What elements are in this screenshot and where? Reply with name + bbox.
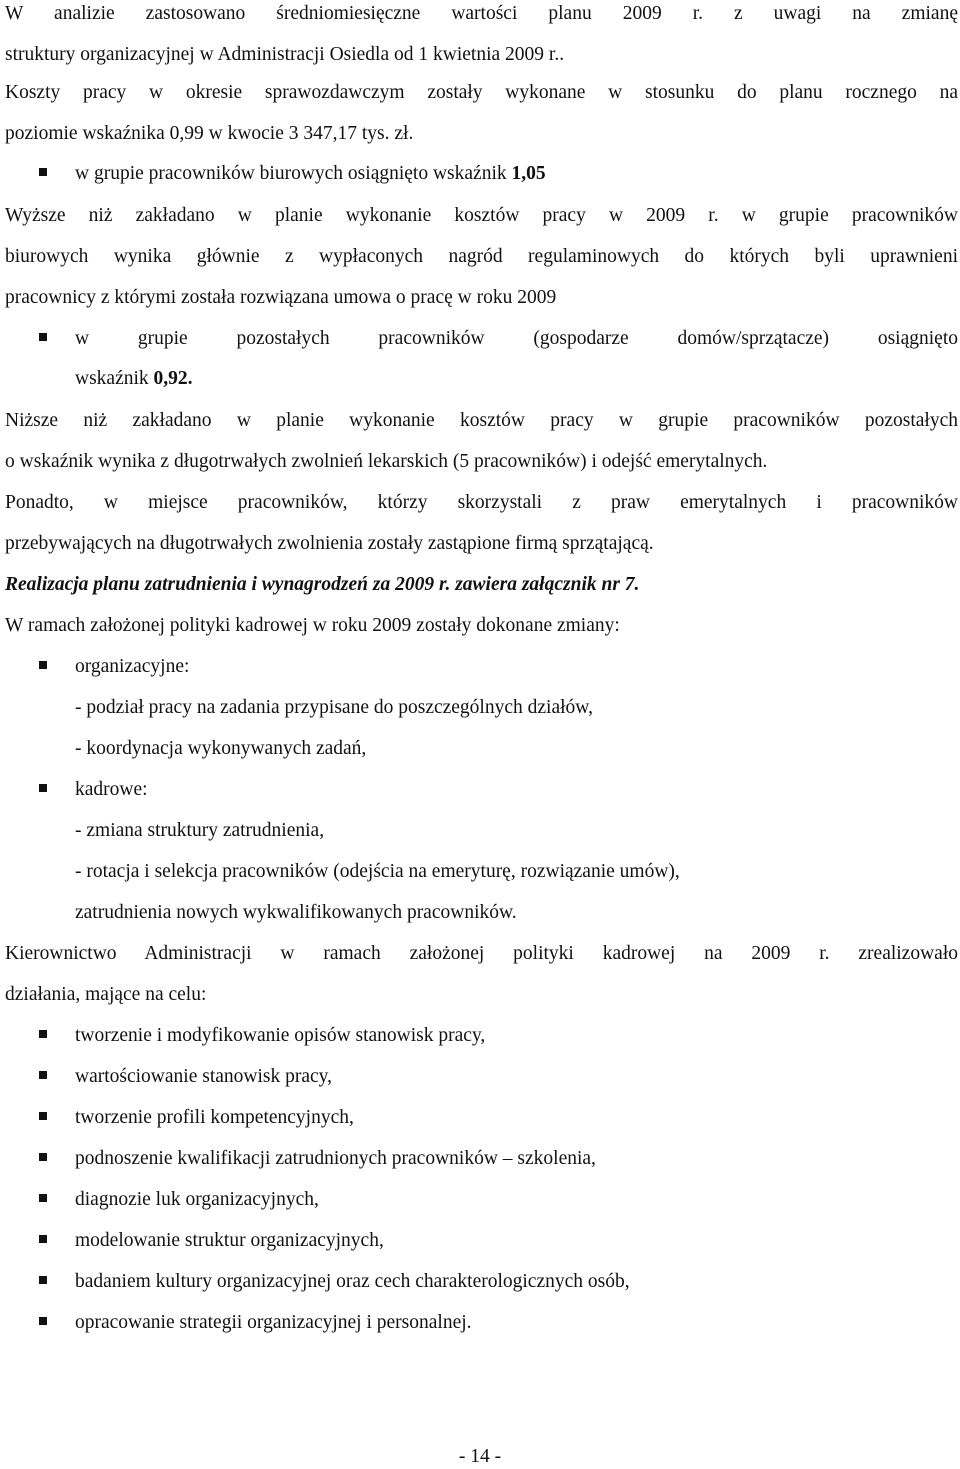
bullet-icon <box>39 1030 47 1038</box>
paragraph-line: biurowych wynika głównie z wypłaconych nagród regulaminowych do których byli uprawnieni <box>5 246 958 267</box>
goal-item: badaniem kultury organizacyjnej oraz cech charakterologicznych osób, <box>75 1271 630 1292</box>
sub-item: - rotacja i selekcja pracowników (odejścia na emeryturę, rozwiązanie umów), <box>75 861 680 882</box>
bullet-icon <box>39 784 47 792</box>
bullet-text: w grupie pracowników biurowych osiągnięto wskaźnik <box>75 163 512 184</box>
indicator-value: 0,92. <box>153 368 193 389</box>
bullet-icon <box>39 1112 47 1120</box>
bullet-item: w grupie pozostałych pracowników (gospodarze domów/sprzątacze) osiągnięto <box>75 328 958 349</box>
paragraph-line: pracownicy z którymi została rozwiązana umowa o pracę w roku 2009 <box>5 287 557 308</box>
paragraph-line: przebywających na długotrwałych zwolnienia zostały zastąpione firmą sprzątającą. <box>5 533 654 554</box>
bullet-icon <box>39 1317 47 1325</box>
bullet-icon <box>39 1276 47 1284</box>
paragraph-line: poziomie wskaźnika 0,99 w kwocie 3 347,17 tys. zł. <box>5 123 414 144</box>
paragraph-line: Niższe niż zakładano w planie wykonanie kosztów pracy w grupie pracowników pozostałych <box>5 410 958 431</box>
bullet-text: wskaźnik <box>75 368 154 389</box>
indicator-value: 1,05 <box>511 163 546 184</box>
goal-item: opracowanie strategii organizacyjnej i personalnej. <box>75 1312 472 1333</box>
bullet-continuation <box>75 367 960 391</box>
bullet-item: kadrowe: <box>75 779 148 800</box>
bullet-icon <box>39 1153 47 1161</box>
bullet-icon <box>39 661 47 669</box>
bullet-icon <box>39 1071 47 1079</box>
sub-item: - zmiana struktury zatrudnienia, <box>75 820 325 841</box>
paragraph-line: struktury organizacyjnej w Administracji Osiedla od 1 kwietnia 2009 r.. <box>5 44 565 65</box>
goal-item: podnoszenie kwalifikacji zatrudnionych pracowników – szkolenia, <box>75 1148 596 1169</box>
bullet-item: organizacyjne: <box>75 656 190 677</box>
page-number: - 14 - <box>458 1446 502 1467</box>
sub-item: zatrudnienia nowych wykwalifikowanych pracowników. <box>75 902 517 923</box>
goal-item: modelowanie struktur organizacyjnych, <box>75 1230 384 1251</box>
paragraph-line: W ramach założonej polityki kadrowej w roku 2009 zostały dokonane zmiany: <box>5 615 620 636</box>
goal-item: tworzenie profili kompetencyjnych, <box>75 1107 354 1128</box>
paragraph-line: W analizie zastosowano średniomiesięczne wartości planu 2009 r. z uwagi na zmianę <box>5 3 958 24</box>
bullet-icon <box>39 333 47 341</box>
attachment-reference: Realizacja planu zatrudnienia i wynagrodzeń za 2009 r. zawiera załącznik nr 7. <box>5 574 640 595</box>
bullet-icon <box>39 1194 47 1202</box>
bullet-icon <box>39 168 47 176</box>
bullet-item <box>75 162 960 186</box>
paragraph-line: Koszty pracy w okresie sprawozdawczym zostały wykonane w stosunku do planu rocznego na <box>5 82 958 103</box>
goal-item: wartościowanie stanowisk pracy, <box>75 1066 333 1087</box>
goal-item: tworzenie i modyfikowanie opisów stanowisk pracy, <box>75 1025 486 1046</box>
paragraph-line: Wyższe niż zakładano w planie wykonanie kosztów pracy w 2009 r. w grupie pracowników <box>5 205 958 226</box>
sub-item: - podział pracy na zadania przypisane do poszczególnych działów, <box>75 697 593 718</box>
paragraph-line: działania, mające na celu: <box>5 984 207 1005</box>
paragraph-line: o wskaźnik wynika z długotrwałych zwolnień lekarskich (5 pracowników) i odejść emerytalnych. <box>5 451 768 472</box>
bullet-icon <box>39 1235 47 1243</box>
goal-item: diagnozie luk organizacyjnych, <box>75 1189 319 1210</box>
paragraph-line: Ponadto, w miejsce pracowników, którzy skorzystali z praw emerytalnych i pracowników <box>5 492 958 513</box>
paragraph-line: Kierownictwo Administracji w ramach założonej polityki kadrowej na 2009 r. zrealizowało <box>5 943 958 964</box>
sub-item: - koordynacja wykonywanych zadań, <box>75 738 367 759</box>
